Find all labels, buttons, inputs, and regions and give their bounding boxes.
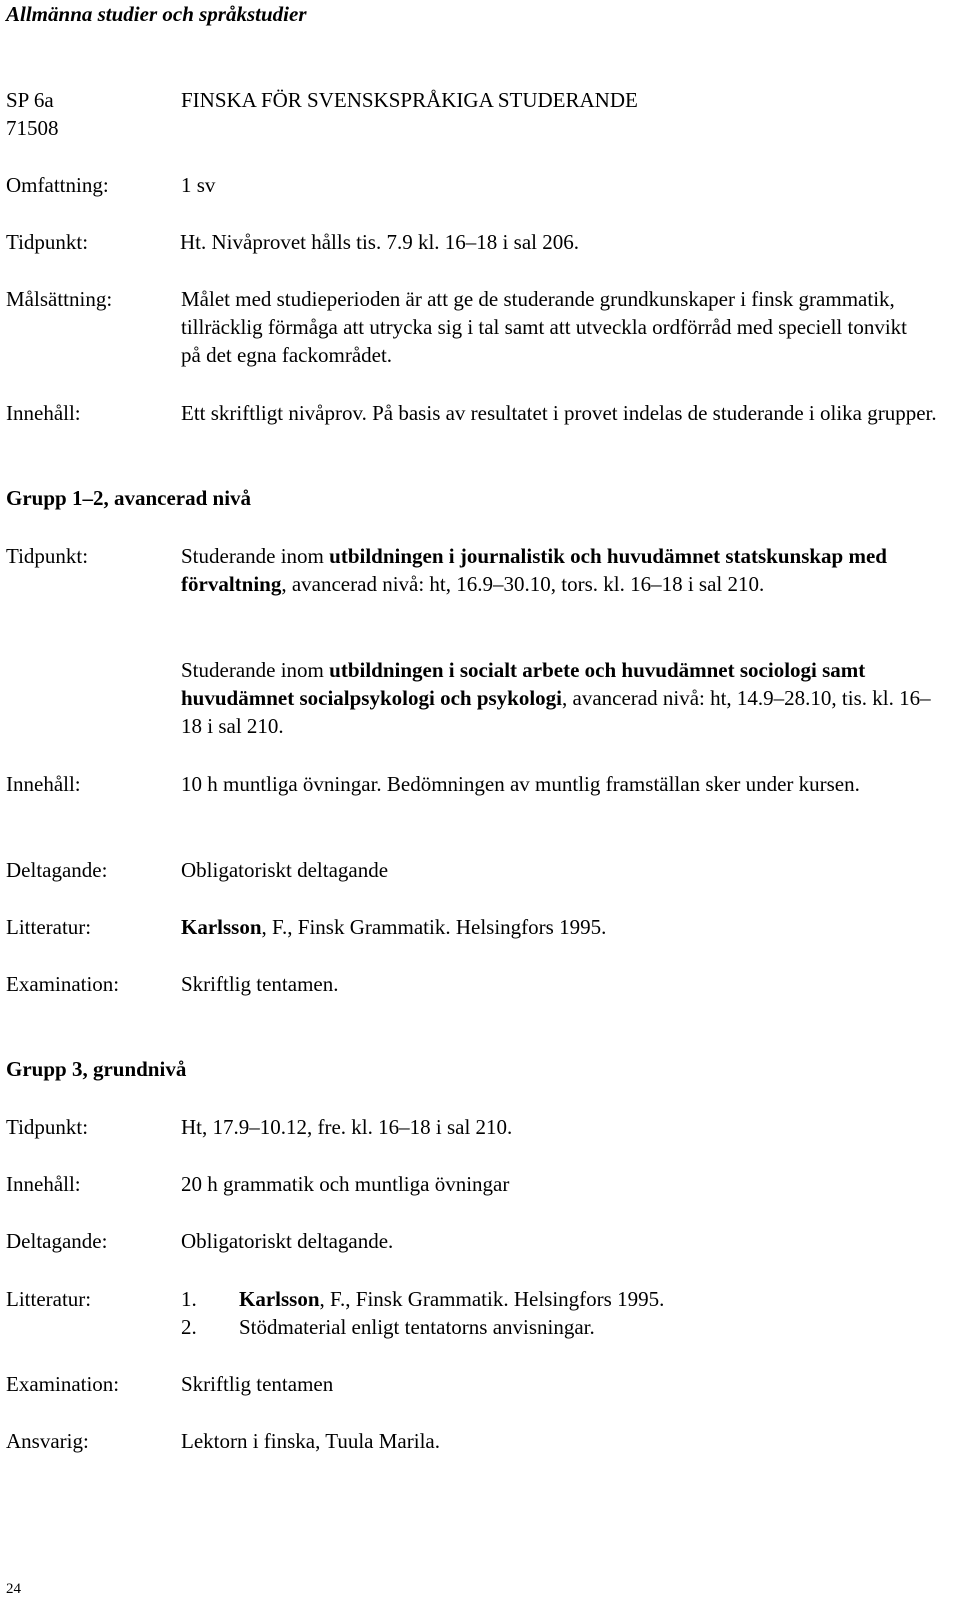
innehall-label: Innehåll: bbox=[6, 401, 81, 425]
p1-post: , avancerad nivå: ht, 16.9–30.10, tors. kl. 16–18 i sal 210. bbox=[281, 572, 765, 596]
tidpunkt-value: Ht. Nivåprovet hålls tis. 7.9 kl. 16–18 i sal 206. bbox=[180, 230, 579, 254]
malsattning-label: Målsättning: bbox=[6, 287, 113, 311]
group12-litteratur-label: Litteratur: bbox=[6, 915, 92, 939]
p2-post: , avancerad nivå: ht, 14.9–28.10, tis. kl. 16–18 i sal 210. bbox=[181, 686, 931, 738]
group3-ansvarig-label: Ansvarig: bbox=[6, 1429, 89, 1453]
innehall-value: Ett skriftligt nivåprov. På basis av resultatet i provet indelas de studerande i olika grupper. bbox=[181, 401, 937, 425]
group12-litteratur-value bbox=[181, 913, 606, 941]
lit1-rest: , F., Finsk Grammatik. Helsingfors 1995. bbox=[319, 1287, 665, 1311]
course-number: 71508 bbox=[6, 116, 59, 140]
group12-heading: Grupp 1–2, avancerad nivå bbox=[6, 486, 252, 510]
malsattning-value: Målet med studieperioden är att ge de studerande grundkunskaper i finsk grammatik, tillräcklig förmåga att utrycka sig i tal samt att utveckla ordförråd med speciell tonvikt på det egna fackområdet. bbox=[181, 287, 908, 367]
tidpunkt-label: Tidpunkt: bbox=[6, 230, 89, 254]
group3-tidpunkt-label: Tidpunkt: bbox=[6, 1115, 89, 1139]
group3-innehall-label: Innehåll: bbox=[6, 1172, 81, 1196]
group12-paragraph-2 bbox=[181, 656, 941, 740]
group3-litteratur-label: Litteratur: bbox=[6, 1287, 92, 1311]
group3-litteratur-item-1 bbox=[181, 1285, 664, 1313]
p2-pre: Studerande inom bbox=[181, 658, 330, 682]
group3-tidpunkt-value: Ht, 17.9–10.12, fre. kl. 16–18 i sal 210. bbox=[181, 1115, 513, 1139]
lit1-author: Karlsson bbox=[239, 1287, 320, 1311]
group12-deltagande-label: Deltagande: bbox=[6, 858, 108, 882]
lit1-number: 1. bbox=[181, 1287, 197, 1311]
omfattning-label: Omfattning: bbox=[6, 173, 109, 197]
p1-pre: Studerande inom bbox=[181, 544, 330, 568]
litteratur-author: Karlsson bbox=[181, 915, 262, 939]
group12-innehall-value: 10 h muntliga övningar. Bedömningen av muntlig framställan sker under kursen. bbox=[181, 772, 860, 796]
page-number: 24 bbox=[6, 1581, 21, 1597]
group3-litteratur-item-2 bbox=[181, 1313, 595, 1341]
lit2-number: 2. bbox=[181, 1315, 197, 1339]
group12-examination-value: Skriftlig tentamen. bbox=[181, 972, 339, 996]
section-title: Allmänna studier och språkstudier bbox=[6, 2, 307, 26]
group3-examination-value: Skriftlig tentamen bbox=[181, 1372, 334, 1396]
group3-examination-label: Examination: bbox=[6, 1372, 120, 1396]
course-code: SP 6a bbox=[6, 88, 54, 112]
group12-deltagande-value: Obligatoriskt deltagande bbox=[181, 858, 389, 882]
p1-bold: utbildningen i journalistik och huvudämnet statskunskap med förvaltning bbox=[181, 544, 887, 596]
litteratur-rest: , F., Finsk Grammatik. Helsingfors 1995. bbox=[261, 915, 607, 939]
group12-tidpunkt-label: Tidpunkt: bbox=[6, 544, 89, 568]
group12-examination-label: Examination: bbox=[6, 972, 120, 996]
group12-paragraph-1 bbox=[181, 542, 921, 598]
group3-deltagande-value: Obligatoriskt deltagande. bbox=[181, 1229, 394, 1253]
p2-bold: utbildningen i socialt arbete och huvudämnet sociologi samt huvudämnet socialpsykologi och psykologi bbox=[181, 658, 866, 710]
group12-innehall-label: Innehåll: bbox=[6, 772, 81, 796]
lit2-text: Stödmaterial enligt tentatorns anvisningar. bbox=[239, 1315, 595, 1339]
omfattning-value: 1 sv bbox=[181, 173, 216, 197]
course-title: FINSKA FÖR SVENSKSPRÅKIGA STUDERANDE bbox=[181, 88, 638, 112]
group3-heading: Grupp 3, grundnivå bbox=[6, 1057, 187, 1081]
group3-deltagande-label: Deltagande: bbox=[6, 1229, 108, 1253]
group3-ansvarig-value: Lektorn i finska, Tuula Marila. bbox=[181, 1429, 440, 1453]
group3-innehall-value: 20 h grammatik och muntliga övningar bbox=[181, 1172, 510, 1196]
